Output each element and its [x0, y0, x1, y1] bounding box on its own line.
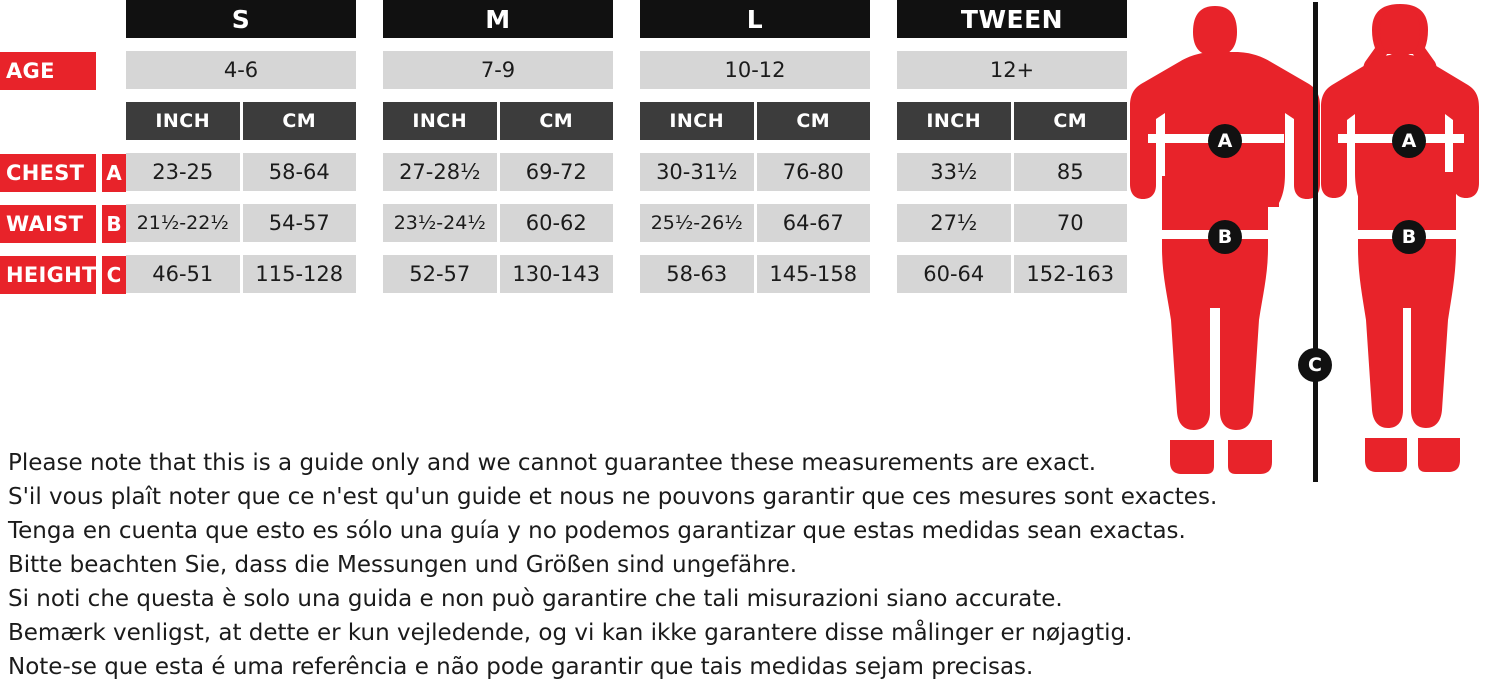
chest-cm-m: 69-72	[500, 153, 614, 191]
height-group-tween	[897, 255, 1127, 295]
row-tag-waist-cell	[100, 204, 126, 244]
chest-inch-tween: 33½	[897, 153, 1011, 191]
row-tag-waist: B	[102, 205, 126, 243]
height-group-m	[383, 255, 613, 295]
waist-group-m	[383, 204, 613, 244]
waist-group-s	[126, 204, 356, 244]
chest-group-tween	[897, 153, 1127, 193]
table-row-height	[0, 255, 1130, 295]
unit-header-inch-m: INCH	[383, 102, 497, 140]
table-row-sizes	[0, 0, 1130, 40]
height-badge: C	[1298, 348, 1332, 382]
row-label-waist-cell	[0, 204, 100, 244]
row-label-chest: CHEST	[0, 154, 96, 192]
unit-header-inch-s: INCH	[126, 102, 240, 140]
note-line-es: Tenga en cuenta que esto es sólo una guía y no podemos garantizar que estas medidas sean exactas.	[8, 518, 1186, 544]
height-inch-m: 52-57	[383, 255, 497, 293]
row-label-age: AGE	[0, 52, 96, 90]
age-tag-spacer	[100, 51, 126, 91]
unit-header-cm-tween: CM	[1014, 102, 1128, 140]
note-line-pt: Note-se que esta é uma referência e não pode garantir que tais medidas sejam precisas.	[8, 654, 1034, 680]
label-spacer-units	[0, 102, 126, 142]
age-value-tween: 12+	[897, 51, 1127, 89]
size-chart-table	[0, 0, 1130, 300]
waist-inch-s: 21½-22½	[126, 204, 240, 242]
size-name-l: L	[640, 0, 870, 38]
chest-inch-m: 27-28½	[383, 153, 497, 191]
girl-waist-badge: B	[1392, 220, 1426, 254]
note-line-fr: S'il vous plaît noter que ce n'est qu'un guide et nous ne pouvons garantir que ces mesures sont exactes.	[8, 484, 1218, 510]
size-name-s: S	[126, 0, 356, 38]
boy-waist-badge: B	[1208, 220, 1242, 254]
figures-svg	[1120, 0, 1500, 500]
unit-header-cm-m: CM	[500, 102, 614, 140]
row-label-waist: WAIST	[0, 205, 96, 243]
age-group-l	[640, 51, 870, 91]
chest-cm-s: 58-64	[243, 153, 357, 191]
disclaimer-notes	[8, 448, 1218, 686]
units-group-m	[383, 102, 613, 142]
row-label-height-cell	[0, 255, 100, 295]
height-cm-l: 145-158	[757, 255, 871, 293]
waist-cm-l: 64-67	[757, 204, 871, 242]
row-tag-height-cell	[100, 255, 126, 295]
waist-inch-l: 25½-26½	[640, 204, 754, 242]
age-group-tween	[897, 51, 1127, 91]
waist-cm-m: 60-62	[500, 204, 614, 242]
row-label-age-cell	[0, 51, 100, 91]
row-label-height: HEIGHT	[0, 256, 96, 294]
chest-inch-l: 30-31½	[640, 153, 754, 191]
chest-group-l	[640, 153, 870, 193]
note-line-it: Si noti che questa è solo una guida e non può garantire che tali misurazioni siano accurate.	[8, 586, 1063, 612]
size-name-tween: TWEEN	[897, 0, 1127, 38]
age-group-m	[383, 51, 613, 91]
body-figures	[1120, 0, 1500, 500]
units-group-tween	[897, 102, 1127, 142]
size-name-m: M	[383, 0, 613, 38]
chest-inch-s: 23-25	[126, 153, 240, 191]
row-tag-height: C	[102, 256, 126, 294]
boy-chest-badge: A	[1208, 124, 1242, 158]
waist-cm-s: 54-57	[243, 204, 357, 242]
unit-header-inch-tween: INCH	[897, 102, 1011, 140]
chest-cm-l: 76-80	[757, 153, 871, 191]
height-inch-l: 58-63	[640, 255, 754, 293]
height-divider-line	[1313, 2, 1318, 482]
age-value-m: 7-9	[383, 51, 613, 89]
waist-group-l	[640, 204, 870, 244]
size-group-m	[383, 0, 613, 40]
units-group-s	[126, 102, 356, 142]
unit-header-cm-l: CM	[757, 102, 871, 140]
waist-group-tween	[897, 204, 1127, 244]
size-group-tween	[897, 0, 1127, 40]
age-value-l: 10-12	[640, 51, 870, 89]
row-label-chest-cell	[0, 153, 100, 193]
height-inch-s: 46-51	[126, 255, 240, 293]
girl-chest-badge: A	[1392, 124, 1426, 158]
table-row-age	[0, 51, 1130, 91]
age-value-s: 4-6	[126, 51, 356, 89]
unit-header-inch-l: INCH	[640, 102, 754, 140]
table-row-chest	[0, 153, 1130, 193]
height-cm-tween: 152-163	[1014, 255, 1128, 293]
age-group-s	[126, 51, 356, 91]
note-line-da: Bemærk venligst, at dette er kun vejledende, og vi kan ikke garantere disse målinger er nøjagtig.	[8, 620, 1133, 646]
row-tag-chest: A	[102, 154, 126, 192]
height-group-s	[126, 255, 356, 295]
unit-header-cm-s: CM	[243, 102, 357, 140]
waist-inch-tween: 27½	[897, 204, 1011, 242]
waist-cm-tween: 70	[1014, 204, 1128, 242]
table-row-units	[0, 102, 1130, 142]
chest-group-s	[126, 153, 356, 193]
row-tag-chest-cell	[100, 153, 126, 193]
height-cm-m: 130-143	[500, 255, 614, 293]
units-group-l	[640, 102, 870, 142]
chest-group-m	[383, 153, 613, 193]
height-inch-tween: 60-64	[897, 255, 1011, 293]
note-line-de: Bitte beachten Sie, dass die Messungen und Größen sind ungefähre.	[8, 552, 798, 578]
waist-inch-m: 23½-24½	[383, 204, 497, 242]
label-spacer	[0, 0, 126, 40]
height-group-l	[640, 255, 870, 295]
height-cm-s: 115-128	[243, 255, 357, 293]
size-group-l	[640, 0, 870, 40]
table-row-waist	[0, 204, 1130, 244]
chest-cm-tween: 85	[1014, 153, 1128, 191]
note-line-en: Please note that this is a guide only and we cannot guarantee these measurements are exact.	[8, 450, 1097, 476]
size-group-s	[126, 0, 356, 40]
